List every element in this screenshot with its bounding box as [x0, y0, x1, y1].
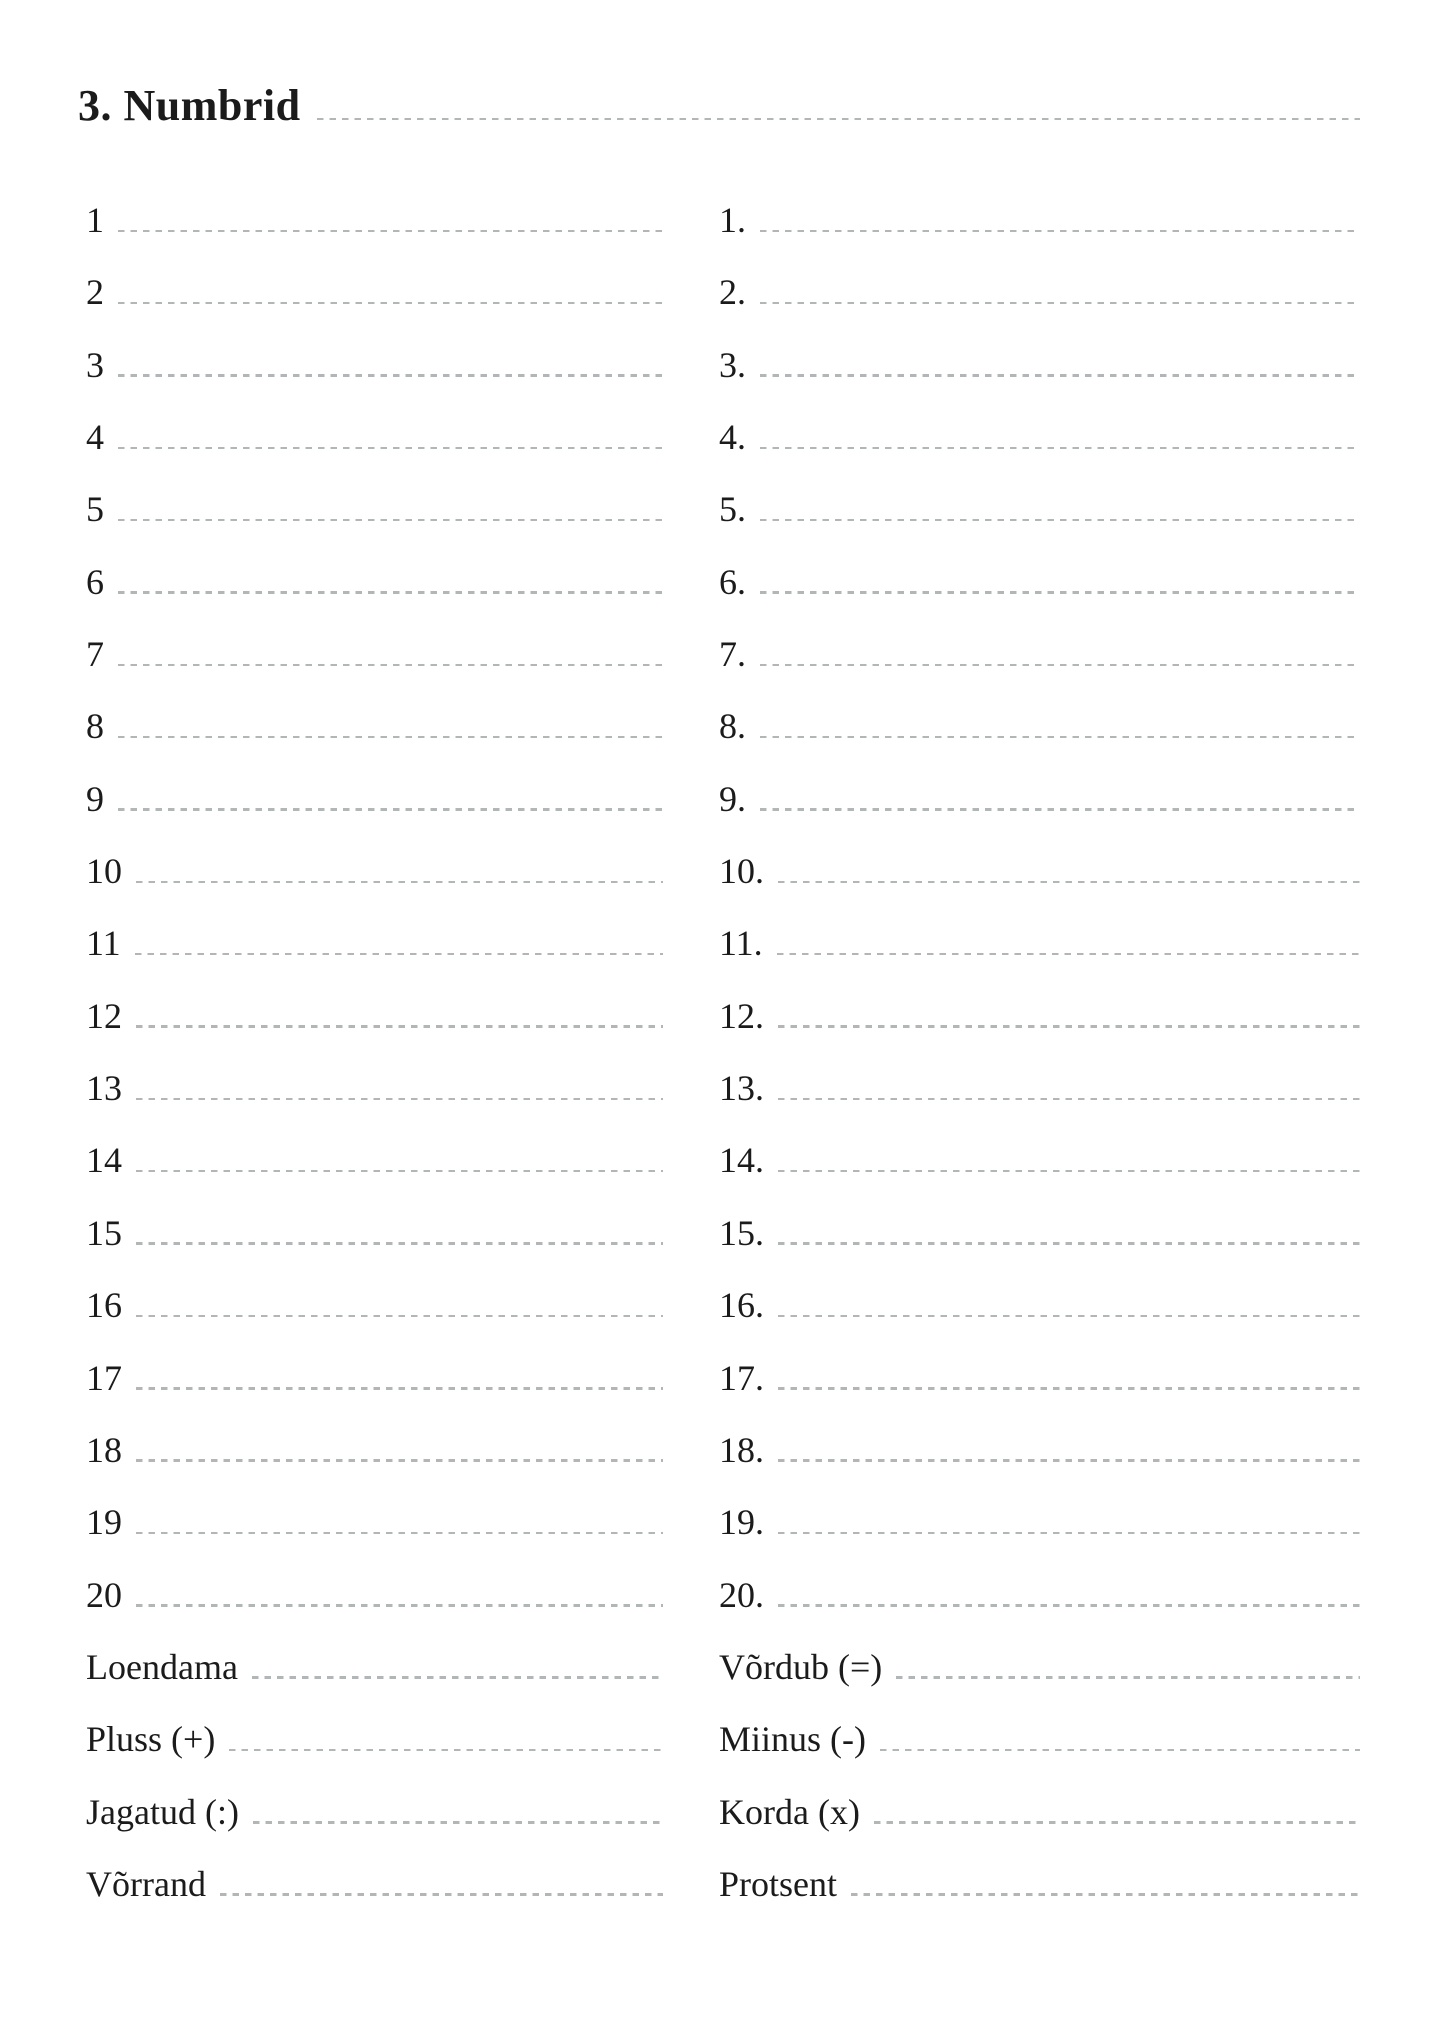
worksheet-row	[86, 1414, 663, 1486]
answer-line	[778, 1098, 1360, 1101]
worksheet-row	[719, 835, 1360, 907]
answer-line	[778, 1604, 1360, 1607]
answer-line	[118, 591, 663, 594]
answer-line	[760, 447, 1360, 450]
answer-line	[778, 1025, 1360, 1028]
answer-line	[136, 1170, 663, 1173]
worksheet-row	[719, 1776, 1360, 1848]
row-label: 20.	[719, 1574, 764, 1615]
answer-line	[896, 1676, 1360, 1679]
worksheet-row	[719, 1703, 1360, 1775]
answer-line	[880, 1749, 1360, 1752]
row-label: 12.	[719, 995, 764, 1036]
worksheet-row	[719, 256, 1360, 328]
answer-line	[760, 808, 1360, 811]
answer-line	[778, 1532, 1360, 1535]
answer-line	[253, 1821, 663, 1824]
worksheet-row	[719, 1559, 1360, 1631]
answer-line	[778, 1242, 1360, 1245]
answer-line	[136, 1532, 663, 1535]
answer-line	[778, 1170, 1360, 1173]
worksheet-row	[86, 1703, 663, 1775]
answer-line	[136, 1242, 663, 1245]
row-label: 18	[86, 1429, 122, 1470]
worksheet-row	[719, 473, 1360, 545]
worksheet-row	[719, 546, 1360, 618]
answer-line	[136, 1098, 663, 1101]
worksheet-row	[86, 473, 663, 545]
worksheet-row	[86, 184, 663, 256]
answer-line	[760, 230, 1360, 233]
row-label: 1.	[719, 200, 746, 240]
row-label: 16.	[719, 1285, 764, 1326]
row-label: 11.	[719, 923, 763, 964]
worksheet-row	[719, 1486, 1360, 1558]
row-label: Loendama	[86, 1646, 238, 1687]
worksheet-row	[719, 1414, 1360, 1486]
row-label: 15	[86, 1212, 122, 1253]
answer-line	[252, 1676, 663, 1679]
worksheet-row	[86, 401, 663, 473]
answer-line	[778, 1387, 1360, 1390]
row-label: 17.	[719, 1357, 764, 1398]
worksheet-row	[719, 980, 1360, 1052]
answer-line	[760, 374, 1360, 377]
row-label: Protsent	[719, 1863, 838, 1904]
answer-line	[220, 1893, 663, 1896]
worksheet-row	[719, 401, 1360, 473]
answer-line	[851, 1893, 1360, 1896]
worksheet-row	[86, 763, 663, 835]
worksheet-row	[86, 907, 663, 979]
worksheet-row	[719, 1197, 1360, 1269]
worksheet-row	[86, 1486, 663, 1558]
worksheet-row	[719, 1052, 1360, 1124]
row-label: 10.	[719, 851, 764, 892]
row-label: 11	[86, 923, 121, 964]
worksheet-row	[719, 1269, 1360, 1341]
row-label: 4	[86, 417, 104, 458]
worksheet-row	[86, 1559, 663, 1631]
answer-line	[760, 736, 1360, 739]
row-label: 5.	[719, 489, 746, 530]
worksheet-row	[719, 907, 1360, 979]
row-label: Jagatud (:)	[86, 1791, 239, 1832]
worksheet-row	[86, 618, 663, 690]
row-label: 19.	[719, 1502, 764, 1543]
row-label: 8.	[719, 706, 746, 747]
answer-line	[118, 302, 663, 305]
worksheet-row	[86, 1052, 663, 1124]
worksheet-row	[86, 256, 663, 328]
worksheet-row	[86, 1776, 663, 1848]
answer-line	[778, 1459, 1360, 1462]
worksheet-row	[86, 1631, 663, 1703]
answer-line	[760, 664, 1360, 667]
row-label: 7.	[719, 634, 746, 675]
answer-line	[136, 1459, 663, 1462]
row-label: 8	[86, 706, 104, 747]
row-label: 15.	[719, 1212, 764, 1253]
answer-line	[136, 881, 663, 884]
title-answer-line	[317, 118, 1360, 121]
row-label: 13.	[719, 1068, 764, 1109]
answer-line	[118, 374, 663, 377]
answer-line	[874, 1821, 1360, 1824]
row-label: 6.	[719, 561, 746, 602]
row-label: 20	[86, 1574, 122, 1615]
answer-line	[136, 1604, 663, 1607]
page-title: 3. Numbrid	[78, 81, 301, 130]
row-label: 1	[86, 200, 104, 240]
worksheet-row	[86, 835, 663, 907]
row-label: 10	[86, 851, 122, 892]
answer-line	[760, 519, 1360, 522]
worksheet-row	[86, 1197, 663, 1269]
page-title-row	[78, 81, 1360, 130]
row-label: Võrdub (=)	[719, 1646, 883, 1687]
row-label: 9.	[719, 778, 746, 819]
worksheet-row	[86, 329, 663, 401]
worksheet-row	[86, 1848, 663, 1920]
answer-line	[118, 230, 663, 233]
row-label: 13	[86, 1068, 122, 1109]
row-label: 5	[86, 489, 104, 530]
answer-line	[760, 591, 1360, 594]
worksheet-row	[719, 1342, 1360, 1414]
worksheet-row	[719, 690, 1360, 762]
answer-line	[136, 1387, 663, 1390]
answer-line	[778, 881, 1360, 884]
answer-line	[760, 302, 1360, 305]
row-label: 14.	[719, 1140, 764, 1181]
answer-line	[118, 808, 663, 811]
answer-line	[118, 736, 663, 739]
row-label: Pluss (+)	[86, 1719, 216, 1760]
answer-line	[135, 953, 663, 956]
worksheet-row	[86, 980, 663, 1052]
answer-line	[778, 1315, 1360, 1318]
worksheet-row	[719, 763, 1360, 835]
worksheet-row	[719, 1848, 1360, 1920]
row-label: 3.	[719, 344, 746, 385]
row-label: Korda (x)	[719, 1791, 860, 1832]
worksheet-column-left	[86, 184, 663, 1920]
worksheet-row	[719, 618, 1360, 690]
row-label: 14	[86, 1140, 122, 1181]
row-label: 17	[86, 1357, 122, 1398]
answer-line	[118, 664, 663, 667]
worksheet-row	[86, 1342, 663, 1414]
row-label: Võrrand	[86, 1863, 206, 1904]
row-label: 3	[86, 344, 104, 385]
row-label: Miinus (-)	[719, 1719, 866, 1760]
worksheet-row	[719, 1124, 1360, 1196]
row-label: 2.	[719, 272, 746, 313]
worksheet-row	[86, 1269, 663, 1341]
row-label: 9	[86, 778, 104, 819]
answer-line	[136, 1025, 663, 1028]
row-label: 12	[86, 995, 122, 1036]
worksheet-row	[86, 546, 663, 618]
worksheet-row	[719, 1631, 1360, 1703]
answer-line	[229, 1749, 663, 1752]
row-label: 7	[86, 634, 104, 675]
row-label: 4.	[719, 417, 746, 458]
worksheet-column-right	[719, 184, 1360, 1920]
row-label: 6	[86, 561, 104, 602]
answer-line	[118, 519, 663, 522]
row-label: 18.	[719, 1429, 764, 1470]
row-label: 19	[86, 1502, 122, 1543]
row-label: 16	[86, 1285, 122, 1326]
row-label: 2	[86, 272, 104, 313]
worksheet-row	[719, 184, 1360, 256]
worksheet-row	[86, 690, 663, 762]
answer-line	[118, 447, 663, 450]
worksheet-row	[86, 1124, 663, 1196]
answer-line	[777, 953, 1360, 956]
answer-line	[136, 1315, 663, 1318]
worksheet-row	[719, 329, 1360, 401]
